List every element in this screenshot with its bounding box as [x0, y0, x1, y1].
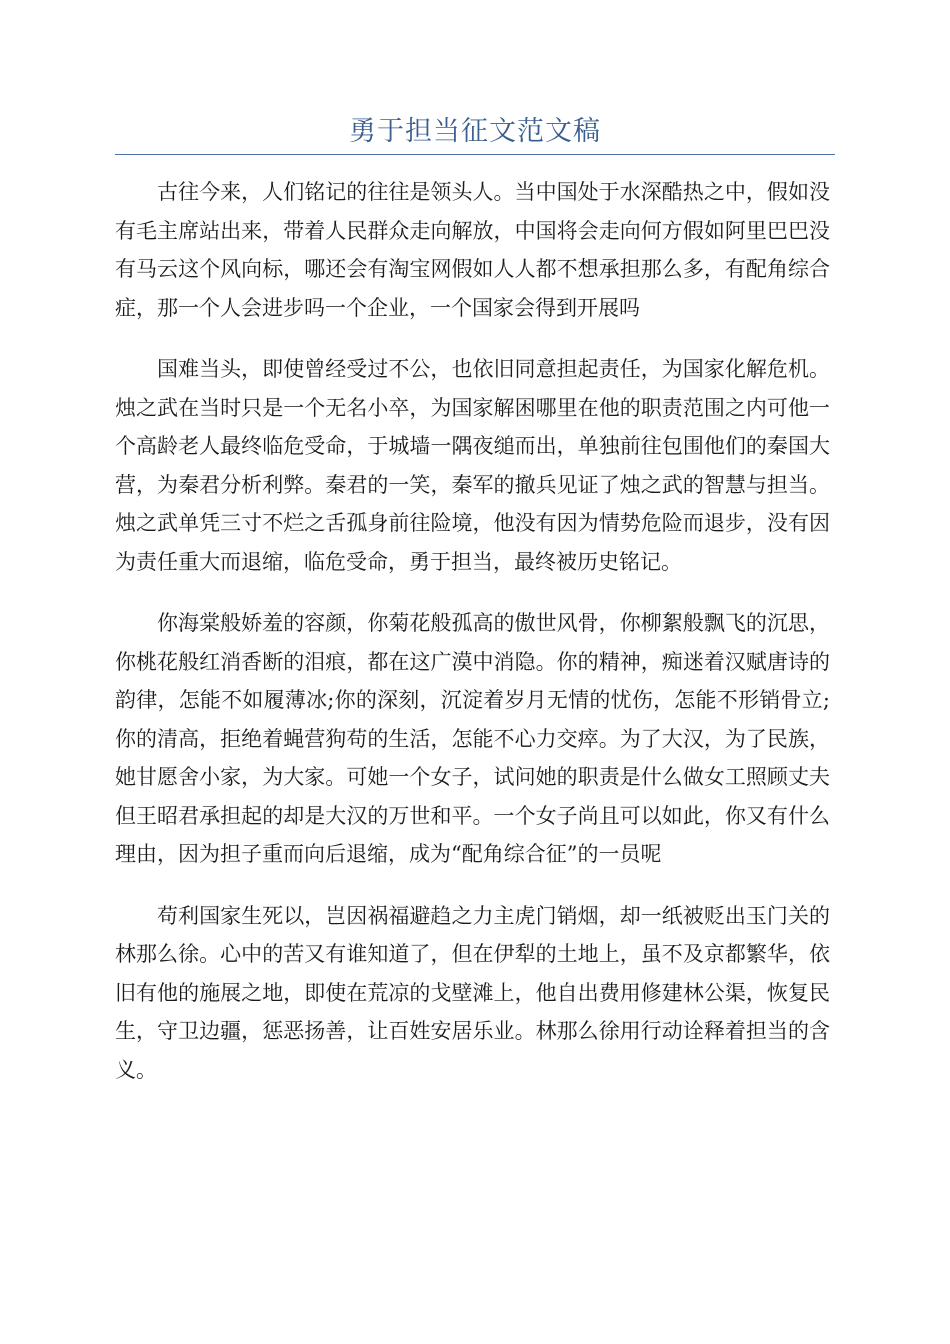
title-underline [115, 154, 835, 155]
document-body [115, 173, 830, 1112]
document-title: 勇于担当征文范文稿 [349, 116, 601, 147]
paragraph-4: 苟利国家生死以，岂因祸福避趋之力主虎门销烟，却一纸被贬出玉门关的林那么徐。心中的苦又有谁知道了，但在伊犁的土地上，虽不及京都繁华，依旧有他的施展之地，即使在荒凉的戈壁滩上，他自出费用修建林公渠，恢复民生，守卫边疆，惩恶扬善，让百姓安居乐业。林那么徐用行动诠释着担当的含义。 [115, 903, 830, 1082]
paragraph-3: 你海棠般娇羞的容颜，你菊花般孤高的傲世风骨，你柳絮般飘飞的沉思，你桃花般红消香断的泪痕，都在这广漠中消隐。你的精神，痴迷着汉赋唐诗的韵律，怎能不如履薄冰;你的深刻，沉淀着岁月无情的忧伤，怎能不形销骨立;你的清高，拒绝着蝇营狗苟的生活，怎能不心力交瘁。为了大汉，为了民族，她甘愿舍小家，为大家。可她一个女子，试问她的职责是什么做女工照顾丈夫但王昭君承担起的却是大汉的万世和平。一个女子尚且可以如此，你又有什么理由，因为担子重而向后退缩，成为“配角综合征”的一员呢 [115, 611, 830, 866]
paragraph-2: 国难当头，即使曾经受过不公，也依旧同意担起责任，为国家化解危机。烛之武在当时只是一个无名小卒，为国家解困哪里在他的职责范围之内可他一个高龄老人最终临危受命，于城墙一隅夜缒而出，单独前往包围他们的秦国大营，为秦君分析利弊。秦君的一笑，秦军的撤兵见证了烛之武的智慧与担当。烛之武单凭三寸不烂之舌孤身前往险境，他没有因为情势危险而退步，没有因为责任重大而退缩，临危受命，勇于担当，最终被历史铭记。 [115, 357, 830, 574]
paragraph-1: 古往今来，人们铭记的往往是领头人。当中国处于水深酷热之中，假如没有毛主席站出来，带着人民群众走向解放，中国将会走向何方假如阿里巴巴没有马云这个风向标，哪还会有淘宝网假如人人都不想承担那么多，有配角综合症，那一个人会进步吗一个企业，一个国家会得到开展吗 [115, 180, 830, 320]
